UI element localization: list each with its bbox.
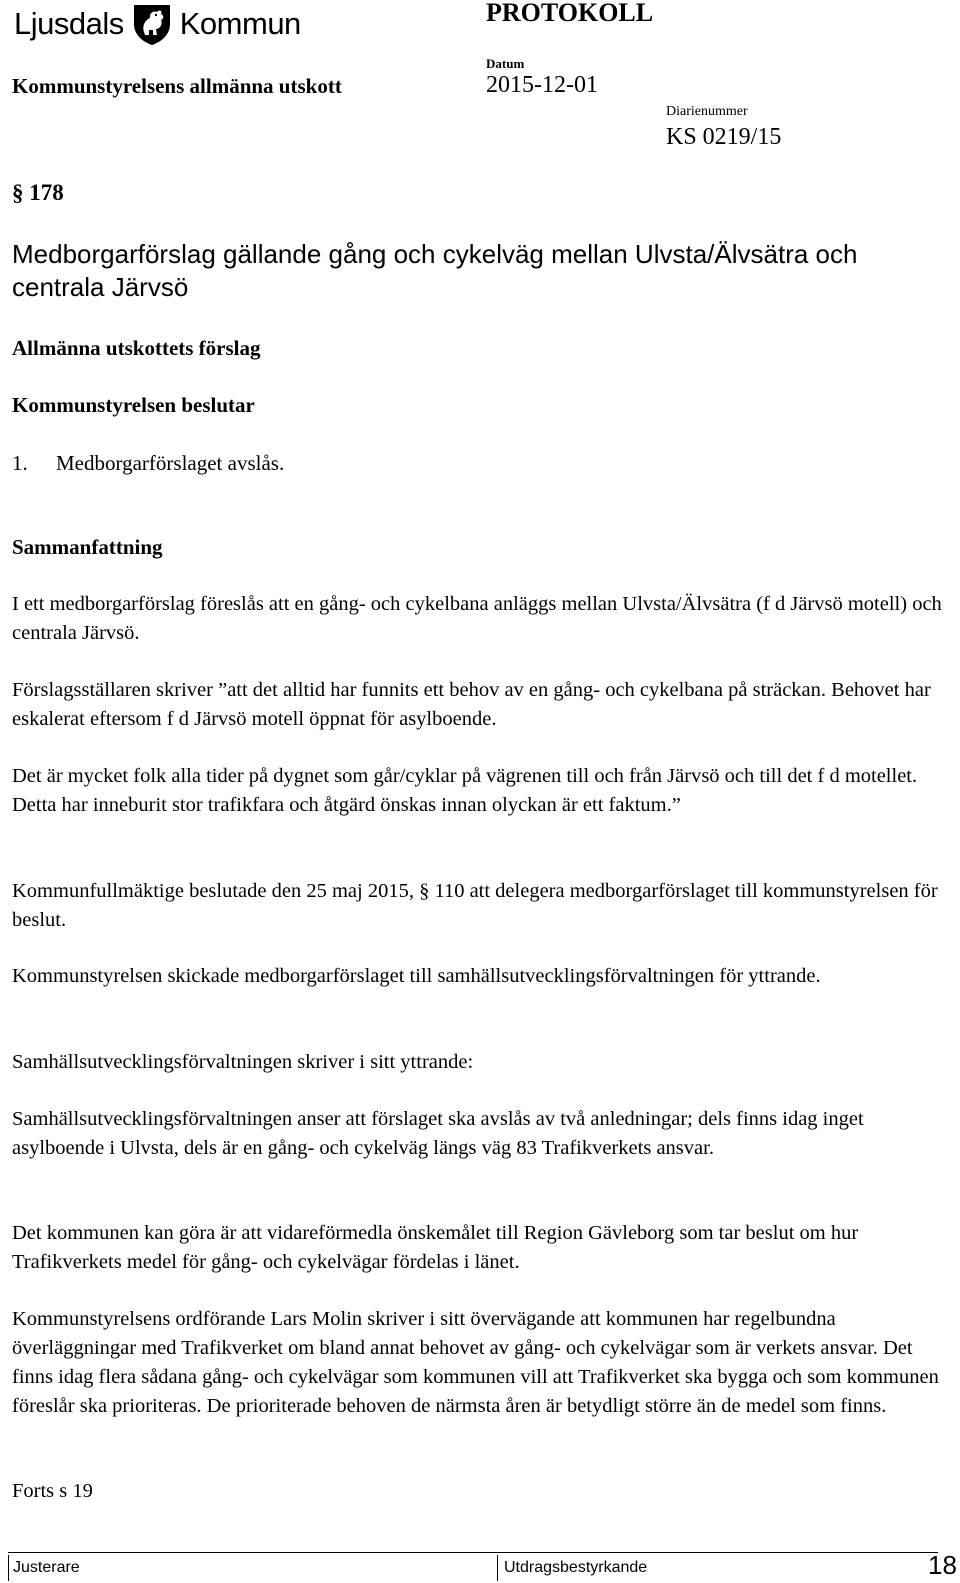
date-value: 2015-12-01 <box>486 72 598 98</box>
coat-of-arms-icon <box>130 2 174 46</box>
page-title: Medborgarförslag gällande gång och cykelväg mellan Ulvsta/Älvsätra och centrala Järvsö <box>12 239 858 302</box>
decision-number: 1. <box>12 451 28 475</box>
summary-heading: Sammanfattning <box>12 535 163 559</box>
paragraph: I ett medborgarförslag föreslås att en gång- och cykelbana anläggs mellan Ulvsta/Älvsätra (f d Järvsö motell) och centrala Järvsö. <box>12 593 942 644</box>
section-number: § 178 <box>12 180 64 205</box>
footer-divider <box>8 1552 938 1553</box>
registration-number-label: Diarienummer <box>666 104 748 119</box>
decides-heading: Kommunstyrelsen beslutar <box>12 393 255 417</box>
paragraph: Det är mycket folk alla tider på dygnet som går/cyklar på vägrenen till och från Järvsö och till det f d motellet. Detta har inneburit stor trafikfara och åtgärd önskas innan olyckan är ett faktum.” <box>12 765 918 816</box>
decision-text: Medborgarförslaget avslås. <box>56 451 285 475</box>
paragraph: Samhällsutvecklingsförvaltningen skriver i sitt yttrande: <box>12 1051 474 1073</box>
paragraph: Samhällsutvecklingsförvaltningen anser att förslaget ska avslås av två anledningar; dels finns idag inget asylboende i Ulvsta, dels är en gång- och cykelväg längs väg 83 Trafikverkets ansvar. <box>12 1108 864 1159</box>
paragraph: Förslagsställaren skriver ”att det alltid har funnits ett behov av en gång- och cykelbana på sträckan. Behovet har eskalerat eftersom f d Järvsö motell öppnat för asylboende. <box>12 679 931 730</box>
paragraph: Kommunstyrelsen skickade medborgarförslaget till samhällsutvecklingsförvaltningen för yttrande. <box>12 965 821 987</box>
paragraph: Kommunstyrelsens ordförande Lars Molin skriver i sitt övervägande att kommunen har regelbundna överläggningar med Trafikverket om bland annat behovet av gång- och cykelvägar som är verkets ansvar. Det finns idag flera sådana gång- och cykelvägar som kommunen vill att Trafikverket ska bygga och som kommunen föreslår ska prioriteras. De prioriterade behoven de närmsta åren är betydligt större än de medel som finns. <box>12 1308 939 1417</box>
continued-note: Forts s 19 <box>12 1480 93 1502</box>
logo-word-left: Ljusdals <box>14 6 124 41</box>
municipality-logo <box>14 2 301 46</box>
justerare-label: Justerare <box>13 1559 80 1576</box>
justerare-field <box>8 1555 487 1581</box>
proposal-heading: Allmänna utskottets förslag <box>12 336 261 360</box>
utdragsbestyrkande-label: Utdragsbestyrkande <box>504 1559 648 1576</box>
decision-item <box>12 451 284 476</box>
document-type: PROTOKOLL <box>486 0 654 27</box>
paragraph: Kommunfullmäktige beslutade den 25 maj 2015, § 110 att delegera medborgarförslaget till kommunstyrelsen för beslut. <box>12 880 938 931</box>
logo-word-right: Kommun <box>179 6 301 41</box>
utdragsbestyrkande-field <box>497 1555 904 1581</box>
date-label: Datum <box>486 56 525 71</box>
registration-number-value: KS 0219/15 <box>666 124 782 150</box>
committee-name: Kommunstyrelsens allmänna utskott <box>12 74 342 98</box>
page-number: 18 <box>928 1550 957 1580</box>
paragraph: Det kommunen kan göra är att vidareförmedla önskemålet till Region Gävleborg som tar beslut om hur Trafikverkets medel för gång- och cykelvägar fördelas i länet. <box>12 1222 859 1273</box>
